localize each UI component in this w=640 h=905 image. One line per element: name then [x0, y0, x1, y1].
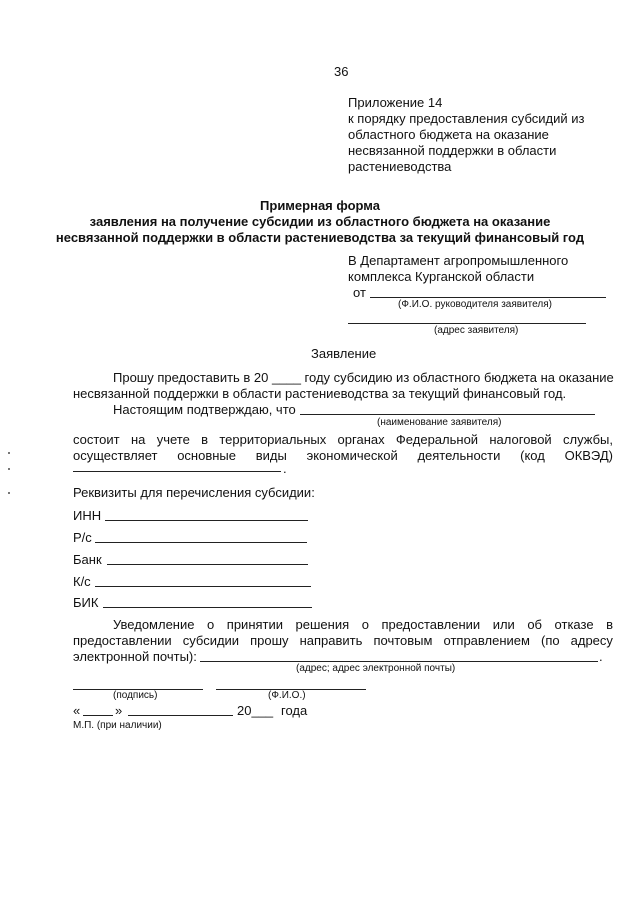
date-open-quote: «	[73, 703, 81, 718]
from-label: от	[353, 285, 366, 300]
word: ОКВЭД)	[564, 448, 613, 463]
addressee-line: комплекса Курганской области	[348, 269, 535, 284]
email-label: электронной почты):	[73, 649, 197, 664]
email-hint: (адрес; адрес электронной почты)	[296, 663, 456, 674]
appendix-line: областного бюджета на оказание	[348, 127, 549, 142]
date-year-suffix: года	[281, 703, 308, 718]
word: почтовым	[373, 633, 433, 648]
email-period: .	[599, 649, 603, 664]
form-heading	[0, 198, 640, 246]
notification-line	[73, 633, 613, 648]
appendix-line: к порядку предоставления субсидий из	[348, 111, 585, 126]
word: отправлением	[443, 633, 530, 648]
word: или	[492, 617, 515, 632]
account-field[interactable]	[95, 542, 307, 543]
word: Уведомление	[113, 617, 195, 632]
word: предоставлении	[73, 633, 172, 648]
word: экономической	[306, 448, 398, 463]
address-hint: (адрес заявителя)	[434, 325, 519, 336]
request-line: Прошу предоставить в 20 ____ году субсидию из областного бюджета на оказание	[113, 370, 614, 385]
bik-label: БИК	[73, 595, 99, 610]
inn-field[interactable]	[105, 520, 308, 521]
word: состоит	[73, 432, 120, 447]
scan-speck	[8, 492, 10, 494]
word: учете	[156, 432, 190, 447]
inn-label: ИНН	[73, 508, 102, 523]
notification-line	[113, 617, 613, 632]
word: территориальных	[219, 432, 327, 447]
bank-field[interactable]	[107, 564, 308, 565]
statement-title: Заявление	[311, 346, 377, 361]
word: в	[606, 617, 613, 632]
page-number: 36	[334, 64, 349, 79]
okved-line	[73, 448, 613, 463]
bik-field[interactable]	[103, 607, 312, 608]
scan-speck	[8, 468, 10, 470]
word: в	[201, 432, 209, 447]
word: прошу	[250, 633, 289, 648]
word: о	[361, 617, 369, 632]
word: налоговой	[489, 432, 552, 447]
word: Федеральной	[395, 432, 479, 447]
word: субсидии	[182, 633, 240, 648]
date-day-field[interactable]	[83, 715, 113, 716]
heading-line: заявления на получение субсидии из областного бюджета на оказание	[89, 214, 551, 229]
from-field[interactable]	[370, 297, 606, 298]
word: службы,	[563, 432, 613, 447]
heading-line: несвязанной поддержки в области растениеводства за текущий финансовый год	[55, 230, 585, 245]
date-close-quote: »	[115, 703, 123, 718]
requisites-title: Реквизиты для перечисления субсидии:	[73, 485, 315, 500]
applicant-name-field[interactable]	[300, 414, 595, 415]
word: адресу	[570, 633, 613, 648]
date-month-field[interactable]	[128, 715, 233, 716]
word: отказе	[554, 617, 594, 632]
tax-registration-line	[73, 432, 613, 447]
word: виды	[255, 448, 287, 463]
okved-period: .	[283, 461, 287, 476]
word: органах	[337, 432, 385, 447]
word: направить	[299, 633, 363, 648]
addressee-line: В Департамент агропромышленного	[348, 253, 569, 268]
word: предоставлении	[381, 617, 481, 632]
heading-line: Примерная форма	[260, 198, 380, 213]
corr-account-label: К/с	[73, 574, 91, 589]
word: (по	[540, 633, 560, 648]
applicant-hint: (наименование заявителя)	[377, 417, 502, 428]
word: основные	[177, 448, 236, 463]
okved-field[interactable]	[73, 471, 281, 472]
email-field[interactable]	[200, 661, 598, 662]
appendix-line: растениеводства	[348, 159, 452, 174]
full-name-hint: (Ф.И.О.)	[268, 690, 306, 701]
word: деятельности	[417, 448, 501, 463]
confirm-label: Настоящим подтверждаю, что	[113, 402, 296, 417]
word: осуществляет	[73, 448, 158, 463]
word: решения	[295, 617, 350, 632]
account-label: Р/с	[73, 530, 92, 545]
appendix-title: Приложение 14	[348, 95, 443, 110]
word: принятии	[226, 617, 284, 632]
appendix-line: несвязанной поддержки в области	[348, 143, 557, 158]
word: о	[207, 617, 215, 632]
stamp-note: М.П. (при наличии)	[73, 720, 162, 731]
signature-hint: (подпись)	[113, 690, 158, 701]
date-year: 20___	[237, 703, 274, 718]
from-hint: (Ф.И.О. руководителя заявителя)	[398, 299, 552, 310]
word: на	[130, 432, 146, 447]
address-field[interactable]	[348, 323, 586, 324]
request-line: несвязанной поддержки в области растениеводства за текущий финансовый год.	[73, 386, 567, 401]
bank-label: Банк	[73, 552, 102, 567]
corr-account-field[interactable]	[95, 586, 311, 587]
word: (код	[520, 448, 545, 463]
scan-speck	[8, 452, 10, 454]
appendix-block	[348, 95, 584, 175]
word: об	[527, 617, 543, 632]
